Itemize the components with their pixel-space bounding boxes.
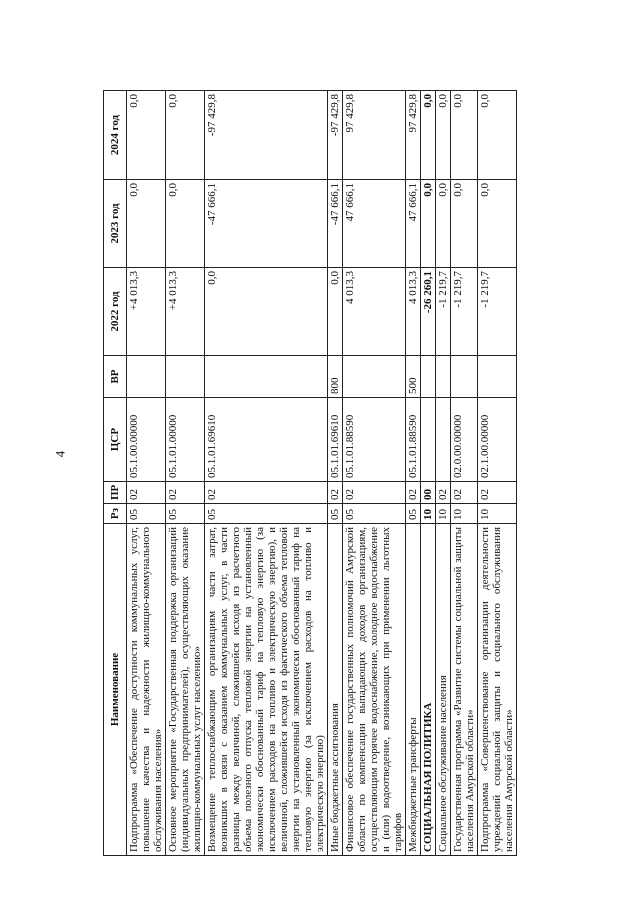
cell-vr bbox=[166, 356, 205, 398]
cell-name: Подпрограмма «Обеспечение доступности коммунальных услуг, повышение качества и надежности жилищно-коммунального обслуживания населения» bbox=[127, 524, 166, 856]
cell-name: Иные бюджетные ассигнования bbox=[328, 524, 343, 856]
cell-2022: +4 013,3 bbox=[127, 268, 166, 356]
cell-2023: 47 666,1 bbox=[406, 180, 421, 268]
cell-name: Возмещение теплоснабжающим организациям части затрат, возникших в связи с оказанием коммунальных услуг, в части разницы между величиной, сложившейся исходя из расчетного объема полезного отпуска тепловой энергии на установленный экономически обоснованный тариф на тепловую энергию (за исключением расходов на топливо и электрическую энергию), и величиной, сложившейся исходя из фактического объема тепловой энергии на установленный экономически обоснованный тариф на тепловую энергию (за исключением расходов на топливо и электрическую энергию) bbox=[205, 524, 328, 856]
cell-vr bbox=[421, 356, 436, 398]
cell-2023: 47 666,1 bbox=[343, 180, 406, 268]
cell-name: Государственная программа «Развитие системы социальной защиты населения Амурской области» bbox=[451, 524, 478, 856]
cell-2024: 97 429,8 bbox=[343, 91, 406, 180]
cell-2022: 4 013,3 bbox=[343, 268, 406, 356]
cell-2024: 0,0 bbox=[421, 91, 436, 180]
header-vr: ВР bbox=[104, 356, 127, 398]
cell-rz: 10 bbox=[421, 504, 436, 524]
cell-pr: 02 bbox=[166, 482, 205, 504]
cell-rz: 05 bbox=[166, 504, 205, 524]
cell-rz: 10 bbox=[478, 504, 517, 524]
cell-csr bbox=[436, 398, 451, 482]
cell-2024: 0,0 bbox=[127, 91, 166, 180]
cell-name: СОЦИАЛЬНАЯ ПОЛИТИКА bbox=[421, 524, 436, 856]
header-2024: 2024 год bbox=[104, 91, 127, 180]
cell-2022: -26 260,1 bbox=[421, 268, 436, 356]
table-header-row bbox=[104, 91, 127, 856]
cell-2022: 0,0 bbox=[328, 268, 343, 356]
cell-2022: 0,0 bbox=[205, 268, 328, 356]
table-row bbox=[127, 91, 166, 856]
table-row bbox=[406, 91, 421, 856]
cell-2023: 0,0 bbox=[166, 180, 205, 268]
cell-2024: -97 429,8 bbox=[205, 91, 328, 180]
table-row bbox=[436, 91, 451, 856]
cell-pr: 02 bbox=[406, 482, 421, 504]
cell-pr: 02 bbox=[451, 482, 478, 504]
cell-csr: 05.1.01.69610 bbox=[328, 398, 343, 482]
header-rz: Рз bbox=[104, 504, 127, 524]
cell-name: Финансовое обеспечение государственных полномочий Амурской области по компенсации выпадающих доходов организациям, осуществляющим горячее водоснабжение, холодное водоснабжение и (или) водоотведение, возникающих при применении льготных тарифов bbox=[343, 524, 406, 856]
cell-2024: 0,0 bbox=[451, 91, 478, 180]
cell-2023: 0,0 bbox=[436, 180, 451, 268]
cell-2023: -47 666,1 bbox=[328, 180, 343, 268]
table-row bbox=[166, 91, 205, 856]
cell-csr: 02.1.00.00000 bbox=[478, 398, 517, 482]
cell-2024: 0,0 bbox=[436, 91, 451, 180]
budget-table-rotated bbox=[103, 91, 515, 856]
table-row bbox=[205, 91, 328, 856]
cell-csr: 05.1.01.88590 bbox=[343, 398, 406, 482]
budget-table bbox=[103, 90, 517, 856]
cell-name: Межбюджетные трансферты bbox=[406, 524, 421, 856]
cell-2023: -47 666,1 bbox=[205, 180, 328, 268]
cell-csr: 05.1.01.69610 bbox=[205, 398, 328, 482]
cell-csr bbox=[421, 398, 436, 482]
cell-2024: 97 429,8 bbox=[406, 91, 421, 180]
cell-vr bbox=[436, 356, 451, 398]
header-2023: 2023 год bbox=[104, 180, 127, 268]
cell-2024: 0,0 bbox=[166, 91, 205, 180]
cell-vr bbox=[343, 356, 406, 398]
cell-vr: 800 bbox=[328, 356, 343, 398]
cell-rz: 05 bbox=[343, 504, 406, 524]
cell-pr: 00 bbox=[421, 482, 436, 504]
cell-pr: 02 bbox=[478, 482, 517, 504]
cell-name: Основное мероприятие «Государственная поддержка организаций (индивидуальных предпринимателей), осуществляющих оказание жилищно-коммунальных услуг населению» bbox=[166, 524, 205, 856]
cell-rz: 05 bbox=[406, 504, 421, 524]
cell-csr: 05.1.00.00000 bbox=[127, 398, 166, 482]
table-row bbox=[328, 91, 343, 856]
page-number: 4 bbox=[52, 450, 68, 458]
cell-2023: 0,0 bbox=[478, 180, 517, 268]
cell-rz: 10 bbox=[451, 504, 478, 524]
cell-2023: 0,0 bbox=[127, 180, 166, 268]
cell-csr: 05.1.01.00000 bbox=[166, 398, 205, 482]
cell-vr bbox=[127, 356, 166, 398]
cell-2024: 0,0 bbox=[478, 91, 517, 180]
header-2022: 2022 год bbox=[104, 268, 127, 356]
cell-2022: -1 219,7 bbox=[436, 268, 451, 356]
cell-pr: 02 bbox=[343, 482, 406, 504]
cell-2023: 0,0 bbox=[451, 180, 478, 268]
cell-name: Социальное обслуживание населения bbox=[436, 524, 451, 856]
cell-pr: 02 bbox=[436, 482, 451, 504]
cell-pr: 02 bbox=[328, 482, 343, 504]
cell-2022: +4 013,3 bbox=[166, 268, 205, 356]
cell-rz: 05 bbox=[127, 504, 166, 524]
cell-2022: 4 013,3 bbox=[406, 268, 421, 356]
cell-rz: 05 bbox=[328, 504, 343, 524]
table-row-section bbox=[421, 91, 436, 856]
cell-vr bbox=[478, 356, 517, 398]
table-row bbox=[343, 91, 406, 856]
header-pr: ПР bbox=[104, 482, 127, 504]
cell-csr: 02.0.00.00000 bbox=[451, 398, 478, 482]
cell-name: Подпрограмма «Совершенствование организации деятельности учреждений социальной защиты и социального обслуживания населения Амурской области» bbox=[478, 524, 517, 856]
cell-2022: -1 219,7 bbox=[451, 268, 478, 356]
cell-pr: 02 bbox=[127, 482, 166, 504]
table-row bbox=[478, 91, 517, 856]
cell-2022: -1 219,7 bbox=[478, 268, 517, 356]
cell-pr: 02 bbox=[205, 482, 328, 504]
cell-2023: 0,0 bbox=[421, 180, 436, 268]
cell-rz: 05 bbox=[205, 504, 328, 524]
cell-rz: 10 bbox=[436, 504, 451, 524]
table-row bbox=[451, 91, 478, 856]
header-csr: ЦСР bbox=[104, 398, 127, 482]
cell-csr: 05.1.01.88590 bbox=[406, 398, 421, 482]
cell-vr bbox=[451, 356, 478, 398]
cell-vr bbox=[205, 356, 328, 398]
header-name: Наименование bbox=[104, 524, 127, 856]
cell-2024: -97 429,8 bbox=[328, 91, 343, 180]
cell-vr: 500 bbox=[406, 356, 421, 398]
